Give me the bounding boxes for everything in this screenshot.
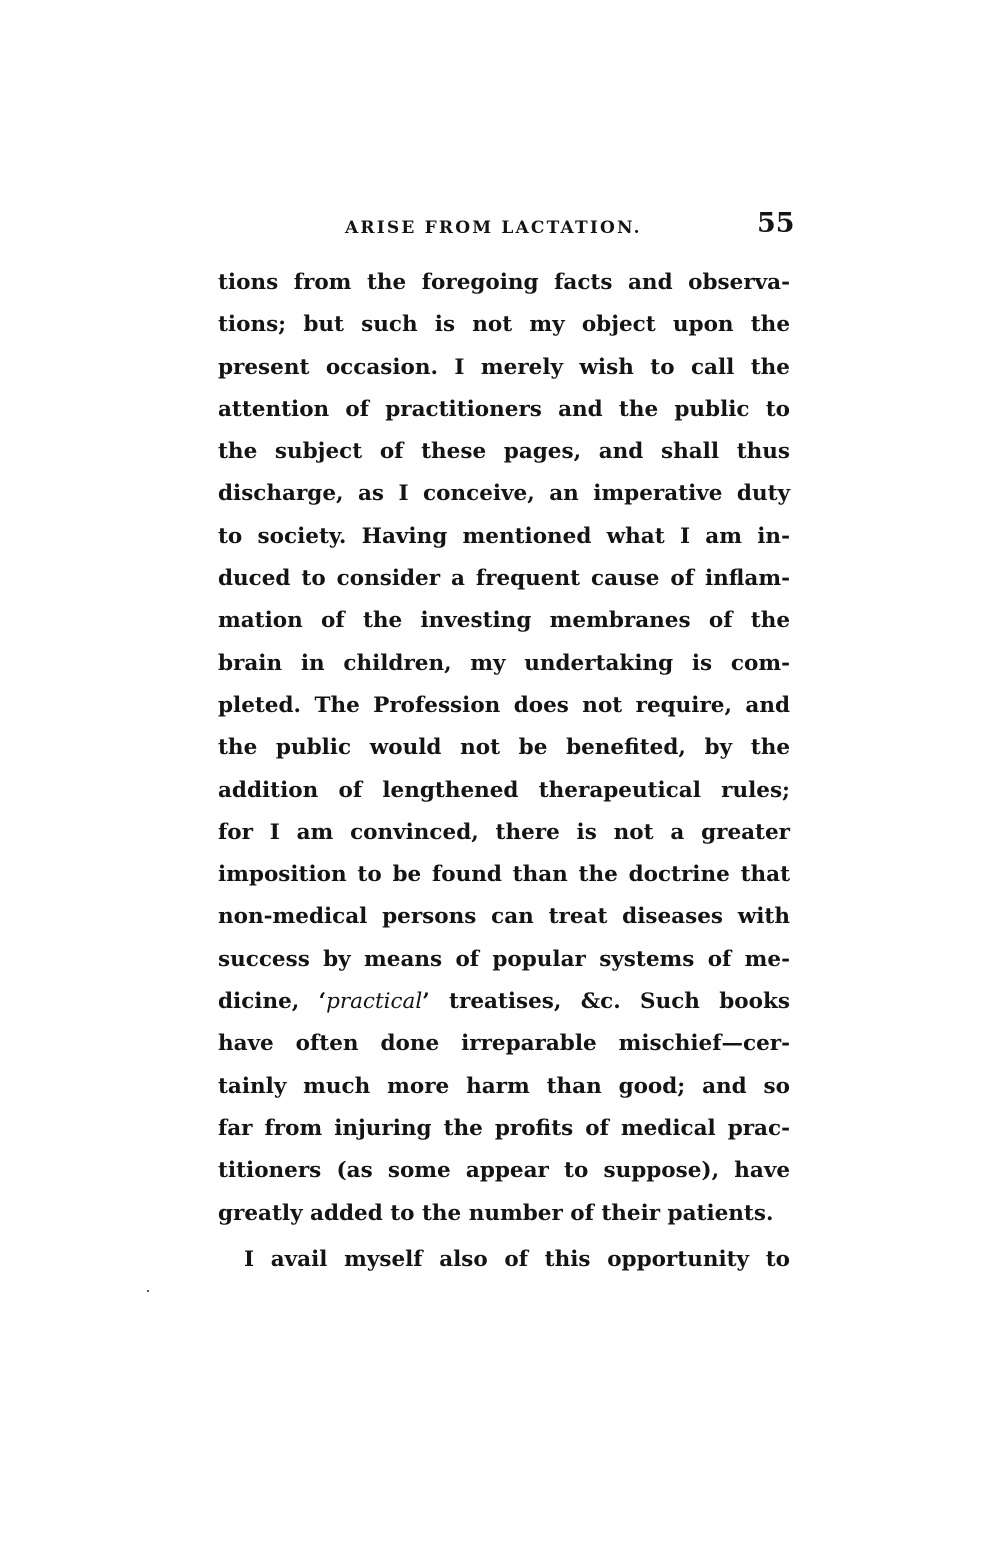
body-text (218, 262, 790, 1281)
text-line-2: tions; but such is not my object upon the (218, 312, 790, 338)
text-line-11: pleted. The Profession does not require, and (218, 692, 790, 718)
text-line-22: titioners (as some appear to suppose), have (218, 1158, 790, 1184)
text-line-12: the public would not be benefited, by the (218, 735, 790, 761)
text-line-6: discharge, as I conceive, an imperative duty (218, 481, 790, 507)
scan-speck (147, 1290, 149, 1292)
text-line-13: addition of lengthened therapeutical rules; (218, 777, 790, 803)
text-line-3: present occasion. I merely wish to call the (218, 354, 790, 380)
text-line-4: attention of practitioners and the public to (218, 396, 790, 422)
paragraph-end-line: greatly added to the number of their patients. (218, 1200, 774, 1226)
text-line-10: brain in children, my undertaking is com- (218, 650, 790, 676)
text-line-1: tions from the foregoing facts and observa- (218, 270, 790, 295)
text-line-18-end: ’ treatises, &c. Such books (422, 989, 790, 1015)
page-number: 55 (757, 208, 795, 239)
text-line-14: for I am convinced, there is not a greater (218, 819, 790, 845)
text-line-18-start: dicine, ‘ (218, 989, 327, 1015)
text-line-8: duced to consider a frequent cause of inflam- (218, 566, 790, 592)
italic-word-practical: practical (326, 989, 423, 1015)
text-line-16: non-medical persons can treat diseases with (218, 904, 790, 930)
text-line-15: imposition to be found than the doctrine that (218, 862, 790, 888)
running-head: ARISE FROM LACTATION. (345, 218, 642, 238)
text-line-7: to society. Having mentioned what I am in- (218, 523, 790, 549)
text-line-19: have often done irreparable mischief—cer- (218, 1031, 790, 1057)
text-line-17: success by means of popular systems of me- (218, 946, 790, 972)
text-line-9: mation of the investing membranes of the (218, 608, 790, 634)
next-paragraph-line: I avail myself also of this opportunity to (244, 1246, 790, 1272)
text-line-21: far from injuring the profits of medical prac- (218, 1115, 790, 1141)
text-line-20: tainly much more harm than good; and so (218, 1073, 790, 1099)
text-line-18 (218, 981, 790, 1023)
text-line-5: the subject of these pages, and shall thus (218, 439, 790, 465)
